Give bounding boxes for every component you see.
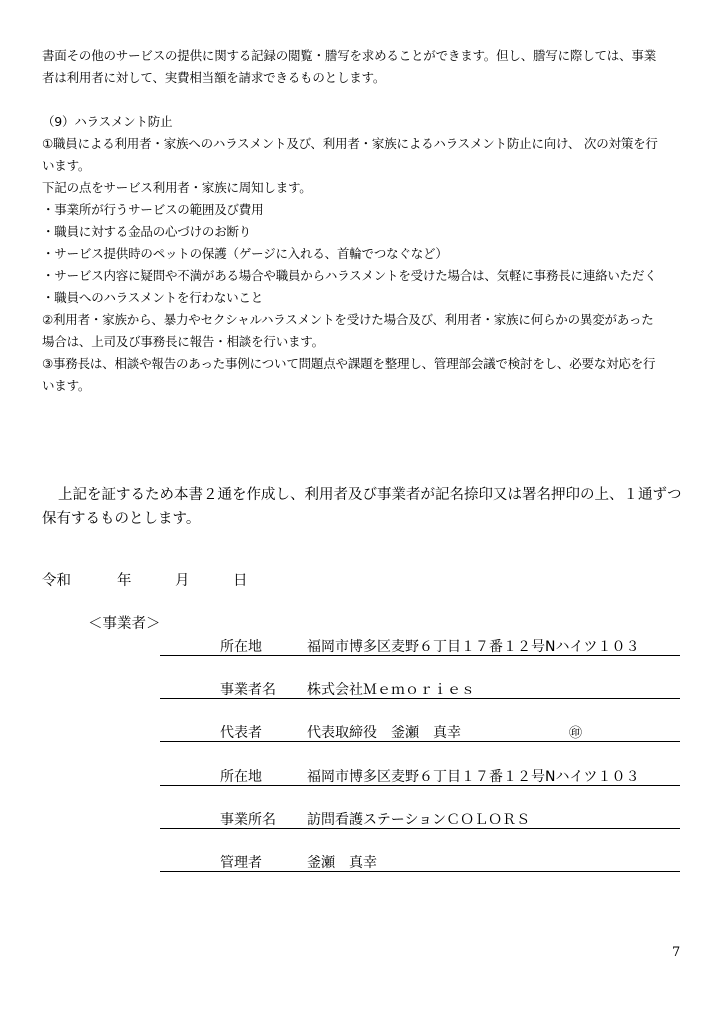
- bullet-item: ・サービス提供時のペットの保護（ゲージに入れる、首輪でつなぐなど）: [42, 246, 448, 261]
- body-line: います。: [42, 378, 91, 393]
- body-line: ①職員による利用者・家族へのハラスメント及び、利用者・家族によるハラスメント防止に向け、 次の対策を行: [42, 136, 658, 151]
- field-label: 代表者: [220, 725, 262, 741]
- operator-heading: ＜事業者＞: [88, 616, 161, 632]
- signature-underline: [160, 655, 680, 656]
- field-label: 所在地: [220, 769, 262, 785]
- body-line: ③事務長は、相談や報告のあった事例について問題点や課題を整理し、管理部会議で検討をし、必要な対応を行: [42, 356, 656, 371]
- field-label: 事業所名: [220, 812, 276, 828]
- field-value: 釜瀬 真幸: [307, 855, 377, 871]
- signature-underline: [160, 741, 680, 742]
- field-value: 福岡市博多区麦野６丁目１７番１２号Nハイツ１０３: [307, 769, 640, 785]
- seal-mark-icon: ㊞: [569, 726, 583, 741]
- body-line: 者は利用者に対して、実費相当額を請求できるものとします。: [42, 70, 386, 85]
- date-era: 令和: [42, 573, 71, 589]
- body-line: ②利用者・家族から、暴力やセクシャルハラスメントを受けた場合及び、利用者・家族に何らかの異変があった: [42, 312, 654, 327]
- date-month: 月: [175, 573, 190, 589]
- bullet-item: ・事業所が行うサービスの範囲及び費用: [42, 202, 264, 217]
- body-line: 下記の点をサービス利用者・家族に周知します。: [42, 180, 312, 195]
- signature-underline: [160, 871, 680, 872]
- field-label: 事業者名: [220, 682, 276, 698]
- page-number: 7: [672, 945, 681, 960]
- signature-underline: [160, 698, 680, 699]
- signature-underline: [160, 828, 680, 829]
- field-value: 福岡市博多区麦野６丁目１７番１２号Nハイツ１０３: [307, 639, 640, 655]
- body-line: 場合は、上司及び事務長に報告・相談を行います。: [42, 334, 324, 349]
- body-line: 書面その他のサービスの提供に関する記録の閲覧・謄写を求めることができます。但し、謄写に際しては、事業: [42, 48, 657, 63]
- closing-statement-line: 上記を証するため本書２通を作成し、利用者及び事業者が記名捺印又は署名押印の上、１通ずつ: [58, 487, 682, 503]
- bullet-item: ・サービス内容に疑問や不満がある場合や職員からハラスメントを受けた場合は、気軽に事務長に連絡いただく: [42, 268, 657, 283]
- field-label: 所在地: [220, 639, 262, 655]
- bullet-item: ・職員に対する金品の心づけのお断り: [42, 224, 252, 239]
- bullet-item: ・職員へのハラスメントを行わないこと: [42, 290, 264, 305]
- date-year: 年: [117, 573, 132, 589]
- body-line: います。: [42, 158, 91, 173]
- date-day: 日: [233, 573, 248, 589]
- field-value: 訪問看護ステーションＣＯＬＯＲＳ: [307, 812, 531, 828]
- field-value: 株式会社Ｍｅｍｏｒｉｅｓ: [307, 682, 475, 698]
- field-value: 代表取締役 釜瀬 真幸: [307, 725, 461, 741]
- signature-underline: [160, 785, 680, 786]
- closing-statement-line: 保有するものとします。: [42, 511, 201, 527]
- field-label: 管理者: [220, 855, 262, 871]
- section-heading-harassment: （9）ハラスメント防止: [42, 114, 173, 129]
